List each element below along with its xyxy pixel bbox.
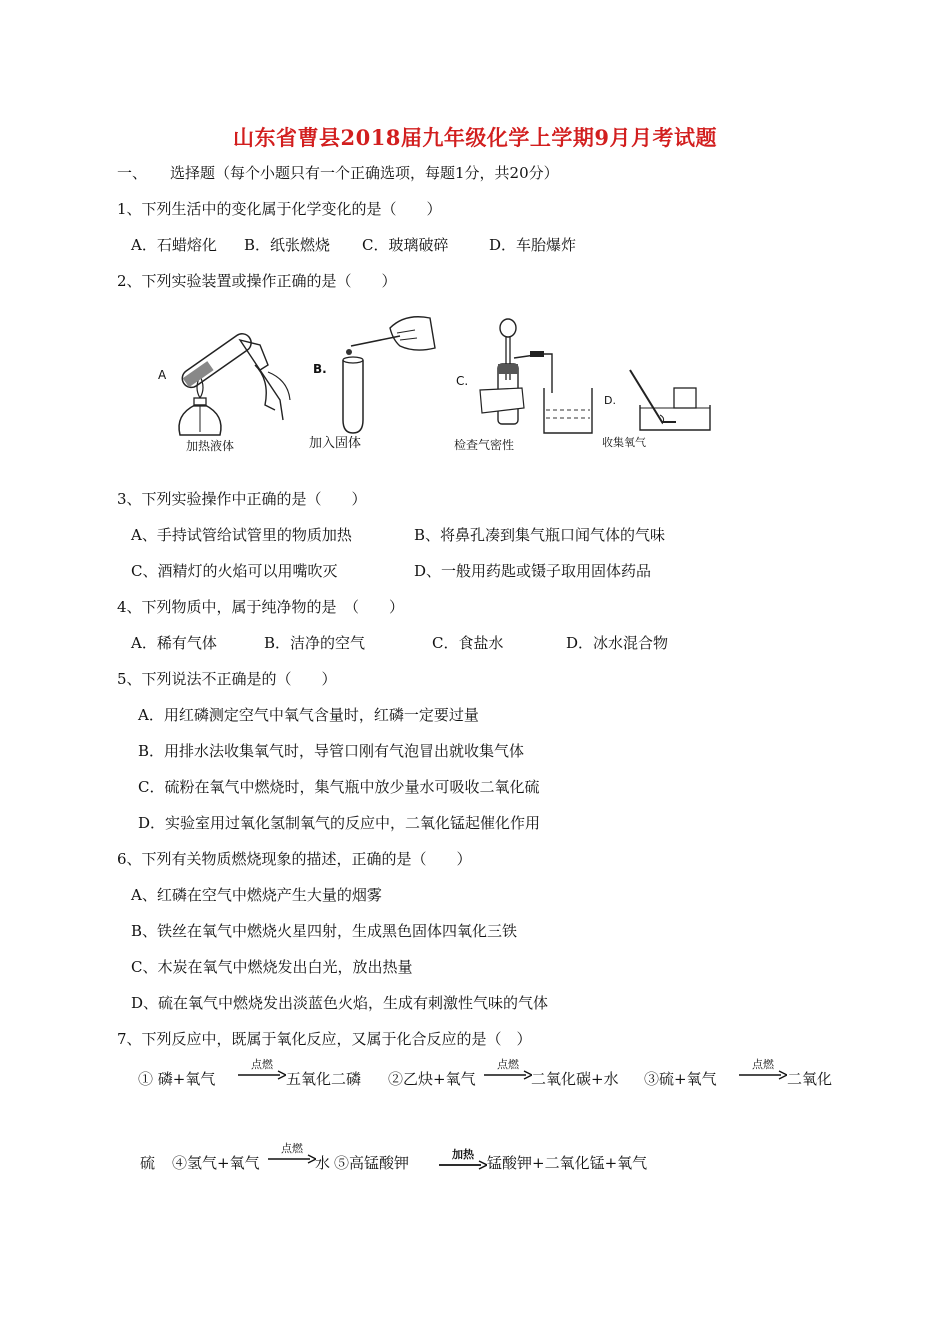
q1-option-d: D．车胎爆炸 [489, 236, 577, 254]
reaction-2-condition: 点燃 [497, 1058, 519, 1071]
reaction-3-condition: 点燃 [752, 1058, 774, 1071]
figure-c-letter: C. [456, 374, 469, 388]
figure-d-caption: 收集氧气 [602, 436, 646, 449]
q5-option-b: B．用排水法收集氧气时，导管口刚有气泡冒出就收集气体 [138, 742, 525, 760]
q1-option-b: B．纸张燃烧 [244, 236, 331, 254]
reaction-5-arrow [439, 1148, 487, 1172]
reaction-1-arrow [238, 1058, 286, 1082]
reaction-2-right: 二氧化碳+水 [531, 1070, 619, 1088]
q3-option-a: A、手持试管给试管里的物质加热 [131, 526, 352, 544]
reaction-3-continuation: 硫 [140, 1154, 156, 1172]
question-1-stem: 1、下列生活中的变化属于化学变化的是（ ） [117, 200, 442, 218]
q6-option-c: C、木炭在氧气中燃烧发出白光，放出热量 [131, 958, 413, 976]
figure-c-caption: 检查气密性 [454, 438, 515, 452]
q1-option-c: C．玻璃破碎 [362, 236, 449, 254]
figure-d-collect-oxygen [600, 360, 715, 455]
q5-option-a: A．用红磷测定空气中氧气含量时，红磷一定要过量 [138, 706, 479, 724]
q3-option-b: B、将鼻孔凑到集气瓶口闻气体的气味 [414, 526, 666, 544]
q6-option-b: B、铁丝在氧气中燃烧火星四射，生成黑色固体四氧化三铁 [131, 922, 518, 940]
q4-option-d: D．冰水混合物 [566, 634, 669, 652]
reaction-5-condition: 加热 [452, 1148, 474, 1161]
reaction-4-condition: 点燃 [281, 1142, 303, 1155]
reaction-3-left: ③硫+氧气 [644, 1070, 717, 1088]
reaction-1-right: 五氧化二磷 [286, 1070, 362, 1088]
figure-b-letter: B. [313, 362, 327, 376]
figure-b-caption: 加入固体 [309, 436, 362, 451]
question-4-stem: 4、下列物质中，属于纯净物的是 （ ） [117, 598, 405, 616]
q3-option-c: C、酒精灯的火焰可以用嘴吹灭 [131, 562, 338, 580]
q5-option-c: C．硫粉在氧气中燃烧时，集气瓶中放少量水可吸收二氧化硫 [138, 778, 540, 796]
question-7-stem: 7、下列反应中，既属于氧化反应，又属于化合反应的是（ ） [117, 1030, 532, 1048]
reaction-2-left: ②乙炔+氧气 [388, 1070, 476, 1088]
section-number: 一、 [117, 164, 148, 182]
figure-d-letter: D. [604, 394, 616, 407]
figure-a-letter: A [158, 368, 167, 382]
q4-option-c: C．食盐水 [432, 634, 504, 652]
q4-option-b: B．洁净的空气 [264, 634, 366, 652]
question-2-stem: 2、下列实验装置或操作正确的是（ ） [117, 272, 397, 290]
q5-option-d: D．实验室用过氧化氢制氧气的反应中，二氧化锰起催化作用 [138, 814, 541, 832]
reaction-1-condition: 点燃 [251, 1058, 273, 1071]
reaction-3-right: 二氧化 [787, 1070, 833, 1088]
figure-a-caption: 加热液体 [186, 439, 235, 453]
question-6-stem: 6、下列有关物质燃烧现象的描述，正确的是（ ） [117, 850, 472, 868]
reaction-5-right: 锰酸钾+二氧化锰+氧气 [487, 1154, 648, 1172]
section-heading: 选择题（每个小题只有一个正确选项，每题1分，共20分） [170, 164, 559, 182]
figure-c-check-airtightness [452, 318, 602, 458]
q3-option-d: D、一般用药匙或镊子取用固体药品 [414, 562, 652, 580]
figure-a-heating-liquid [150, 310, 300, 455]
figure-b-adding-solid [305, 308, 445, 458]
reaction-1-left: ① 磷+氧气 [138, 1070, 216, 1088]
q6-option-d: D、硫在氧气中燃烧发出淡蓝色火焰，生成有刺激性气味的气体 [131, 994, 549, 1012]
page-title: 山东省曹县2018届九年级化学上学期9月月考试题 [232, 125, 718, 150]
question-5-stem: 5、下列说法不正确是的（ ） [117, 670, 337, 688]
reaction-4-arrow [268, 1142, 316, 1166]
reaction-4-right: 水 [315, 1154, 331, 1172]
q6-option-a: A、红磷在空气中燃烧产生大量的烟雾 [131, 886, 382, 904]
reaction-5-left: ⑤高锰酸钾 [334, 1154, 410, 1172]
reaction-3-arrow [739, 1058, 787, 1082]
reaction-4-left: ④氢气+氧气 [172, 1154, 260, 1172]
q1-option-a: A．石蜡熔化 [131, 236, 217, 254]
question-3-stem: 3、下列实验操作中正确的是（ ） [117, 490, 367, 508]
reaction-2-arrow [484, 1058, 532, 1082]
q4-option-a: A．稀有气体 [131, 634, 217, 652]
